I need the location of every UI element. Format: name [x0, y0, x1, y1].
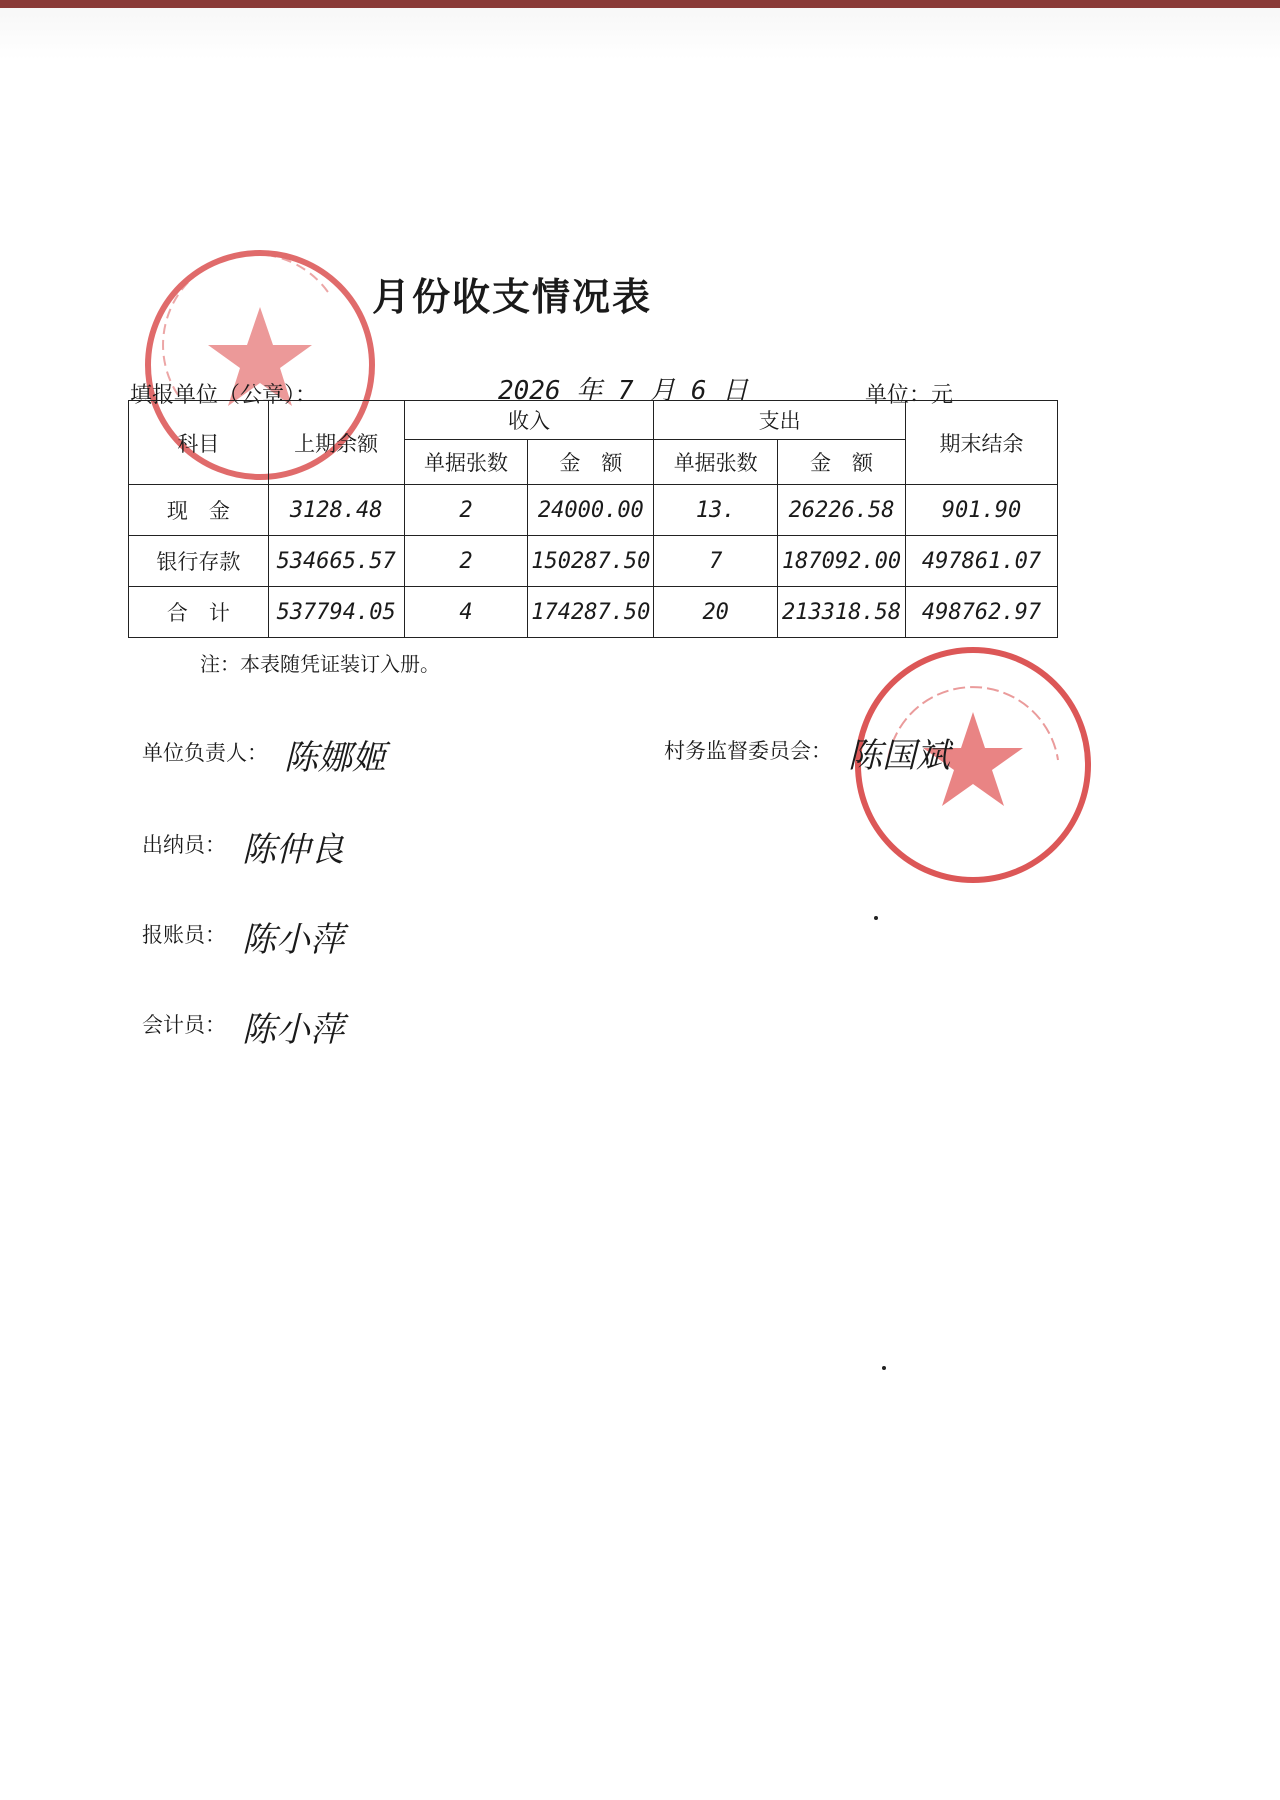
row-expense-count: 20: [654, 587, 778, 638]
header-end-balance: 期末结余: [906, 401, 1058, 485]
accountant-name: 陈小萍: [242, 1010, 344, 1050]
row-income-count: 2: [404, 485, 528, 536]
paper-edge: [0, 0, 1280, 8]
row-expense-count: 13.: [654, 485, 778, 536]
cashier-label: 出纳员：: [142, 833, 226, 857]
report-date: 2026 年 7 月 6 日: [498, 376, 749, 406]
row-end-balance: 498762.97: [906, 587, 1058, 638]
table-row: [129, 536, 1058, 587]
reporting-unit-label: 填报单位（公章）：: [130, 383, 318, 408]
row-expense-amount: 213318.58: [778, 587, 906, 638]
binding-note: 注：本表随凭证装订入册。: [200, 652, 440, 676]
cashier-name: 陈仲良: [242, 830, 344, 870]
supervisor-label: 村务监督委员会：: [664, 739, 832, 763]
header-income-amount: 金 额: [528, 440, 654, 485]
row-end-balance: 901.90: [906, 485, 1058, 536]
supervisor-name: 陈国斌: [848, 736, 950, 776]
row-expense-amount: 187092.00: [778, 536, 906, 587]
page-title: 月份收支情况表: [372, 274, 653, 319]
row-end-balance: 497861.07: [906, 536, 1058, 587]
ink-dot: [882, 1366, 886, 1370]
header-subject: 科目: [129, 401, 269, 485]
row-expense-count: 7: [654, 536, 778, 587]
row-subject: 银行存款: [129, 536, 269, 587]
row-income-amount: 24000.00: [528, 485, 654, 536]
table-row: [129, 587, 1058, 638]
reporter-name: 陈小萍: [242, 920, 344, 960]
leader-name: 陈娜姬: [284, 738, 386, 778]
reporter-label: 报账员：: [142, 923, 226, 947]
leader-signature: [142, 730, 386, 779]
cashier-signature: [142, 822, 344, 871]
leader-label: 单位负责人：: [142, 741, 268, 765]
table-row: [129, 485, 1058, 536]
header-prev-balance: 上期余额: [268, 401, 404, 485]
row-income-count: 4: [404, 587, 528, 638]
currency-unit: 单位：元: [865, 383, 954, 408]
ink-dot: [874, 916, 878, 920]
supervisor-signature: [664, 728, 950, 777]
accountant-signature: [142, 1002, 344, 1051]
row-income-amount: 150287.50: [528, 536, 654, 587]
header-expense-amount: 金 额: [778, 440, 906, 485]
row-expense-amount: 26226.58: [778, 485, 906, 536]
header-income-count: 单据张数: [404, 440, 528, 485]
header-expense-count: 单据张数: [654, 440, 778, 485]
reporter-signature: [142, 912, 344, 961]
accountant-label: 会计员：: [142, 1013, 226, 1037]
row-prev-balance: 534665.57: [268, 536, 404, 587]
header-expense: 支出: [654, 401, 906, 440]
row-income-count: 2: [404, 536, 528, 587]
row-subject: 合 计: [129, 587, 269, 638]
row-prev-balance: 3128.48: [268, 485, 404, 536]
header-income: 收入: [404, 401, 654, 440]
row-subject: 现 金: [129, 485, 269, 536]
row-income-amount: 174287.50: [528, 587, 654, 638]
income-expense-table: [128, 400, 1058, 638]
row-prev-balance: 537794.05: [268, 587, 404, 638]
